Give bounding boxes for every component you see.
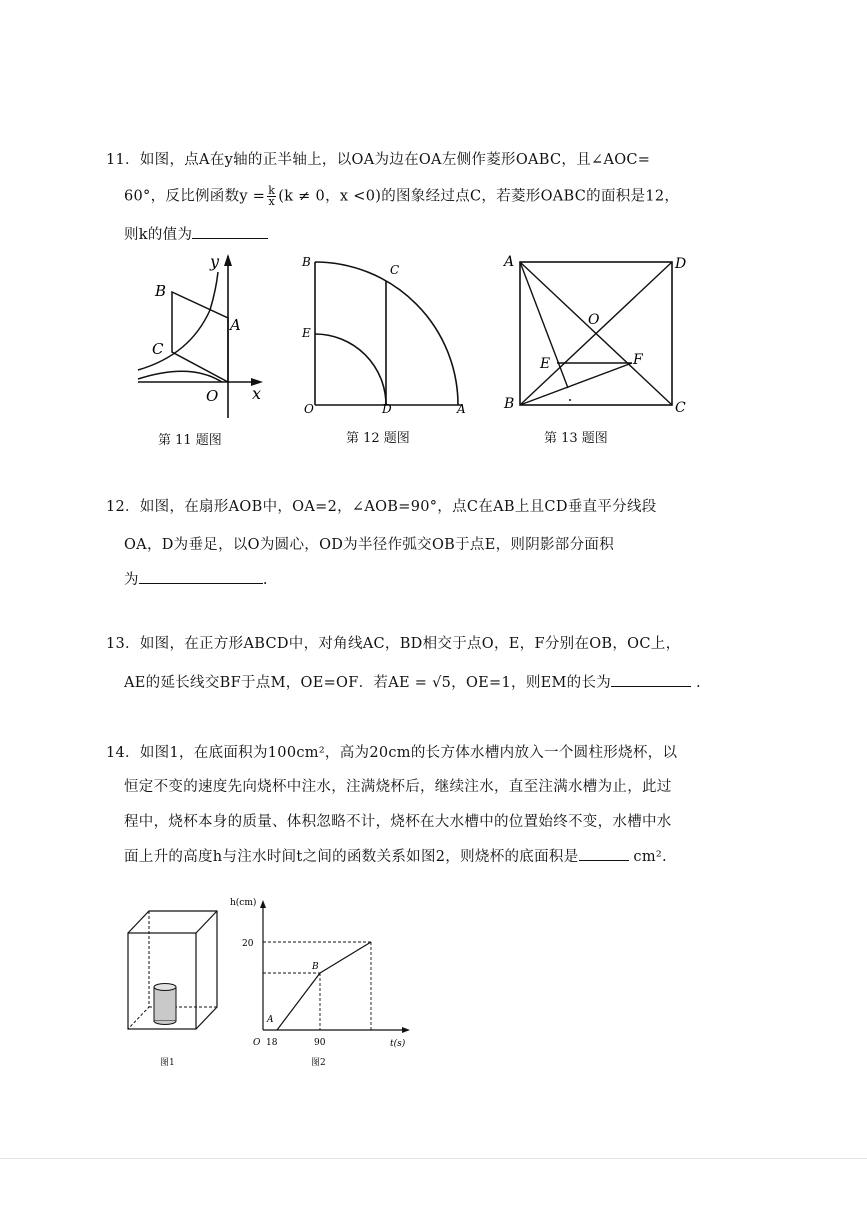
label-E: E	[540, 356, 551, 372]
label-C: C	[152, 340, 164, 358]
q13-line-2: AE的延长线交BF于点M，OE=OF．若AE = √5，OE=1，则EM的长为 .	[124, 672, 701, 693]
h-axis-label: h(cm)	[230, 898, 257, 908]
q12-line-3: 为 .	[124, 569, 268, 590]
label-D: D	[382, 402, 392, 416]
figure-11-caption: 第 11 题图	[158, 433, 222, 448]
y-tick-20: 20	[242, 939, 254, 949]
label-O: O	[588, 312, 600, 328]
figure-14-1-caption: 图1	[160, 1058, 175, 1068]
label-B: B	[504, 396, 515, 412]
q14-line-3: 程中，烧杯本身的质量、体积忽略不计，烧杯在大水槽中的位置始终不变，水槽中水	[124, 814, 672, 830]
figure-11	[130, 250, 270, 422]
t-axis-label: t(s)	[390, 1039, 406, 1049]
q14-line-2: 恒定不变的速度先向烧杯中注水，注满烧杯后，继续注水，直至注满水槽为止，此过	[124, 779, 672, 795]
q13-line-2-text: AE的延长线交BF于点M，OE=OF．若AE = √5，OE=1，则EM的长为	[124, 675, 612, 691]
tank-hidden-edges	[128, 911, 149, 1029]
figure-13-caption: 第 13 题图	[544, 431, 608, 446]
q11-line-3	[124, 224, 268, 245]
label-F: F	[633, 352, 643, 368]
y-axis-arrow-icon	[224, 254, 232, 266]
q13-line-1: 13．如图，在正方形ABCD中，对角线AC，BD相交于点O，E，F分别在OB，OC上，	[106, 636, 681, 652]
beaker-top	[154, 984, 176, 991]
label-x: x	[252, 384, 262, 403]
t-axis-arrow-icon	[402, 1027, 410, 1033]
x-tick-18: 18	[266, 1038, 278, 1048]
line-BF	[520, 363, 632, 405]
label-E: E	[302, 326, 311, 340]
figure-13	[500, 250, 695, 420]
q12-line-3-text: 为	[124, 572, 139, 588]
label-D: D	[675, 256, 687, 272]
point-B-label: B	[312, 962, 319, 972]
label-O: O	[206, 387, 219, 405]
fraction-numerator: k	[268, 184, 276, 197]
label-B: B	[302, 255, 311, 269]
q14-line-4-text: 面上升的高度h与注水时间t之间的函数关系如图2，则烧杯的底面积是	[124, 849, 579, 865]
figure-14-2-caption: 图2	[311, 1058, 326, 1068]
q11-line-2-pre: 60°，反比例函数y =	[124, 188, 266, 205]
label-A: A	[457, 402, 466, 416]
q14-answer-blank	[579, 846, 629, 861]
label-A: A	[504, 254, 515, 270]
label-y: y	[210, 252, 220, 271]
graph-segment-to-full	[320, 942, 371, 973]
figure-14-2	[226, 892, 416, 1054]
figure-12	[298, 250, 478, 420]
beaker-bottom	[154, 1021, 176, 1024]
q12-line-2: OA，D为垂足，以O为圆心，OD为半径作弧交OB于点E，则阴影部分面积	[124, 537, 615, 553]
figure-14-1	[120, 905, 220, 1035]
label-C: C	[390, 263, 400, 277]
q11-line-2-post: (k ≠ 0，x <0)的图象经过点C，若菱形OABC的面积是12，	[278, 188, 680, 205]
beaker-body	[154, 987, 176, 1021]
graph-segment-AB	[277, 973, 320, 1030]
q14-unit: cm².	[633, 849, 667, 865]
h-axis-arrow-icon	[260, 900, 266, 908]
footer-divider	[0, 1158, 867, 1159]
inverse-function-fraction	[267, 186, 276, 207]
label-O: O	[304, 402, 314, 416]
point-A-label: A	[267, 1015, 274, 1025]
point-M	[569, 399, 571, 401]
q11-line-2	[124, 186, 679, 207]
origin-label: O	[253, 1038, 261, 1048]
figure-12-caption: 第 12 题图	[346, 431, 410, 446]
q12-answer-blank	[139, 569, 263, 584]
x-tick-90: 90	[314, 1038, 326, 1048]
q11-line-3-text: 则k的值为	[124, 227, 193, 243]
q12-line-1: 12．如图，在扇形AOB中，OA=2，∠AOB=90°，点C在AB上且CD垂直平分线段	[106, 499, 657, 515]
rhombus-OABC	[172, 292, 228, 382]
q11-answer-blank	[192, 224, 268, 239]
q11-line-1: 11．如图，点A在y轴的正半轴上，以OA为边在OA左侧作菱形OABC，且∠AOC=	[106, 152, 651, 168]
arc-DE	[315, 334, 386, 405]
label-A: A	[230, 316, 241, 334]
label-C: C	[675, 400, 686, 416]
tank-top-edge	[196, 911, 217, 933]
q14-line-4	[124, 846, 667, 867]
q13-answer-blank	[611, 672, 691, 687]
label-B: B	[155, 282, 167, 300]
q14-line-1: 14．如图1，在底面积为100cm²，高为20cm的长方体水槽内放入一个圆柱形烧杯，以	[106, 745, 678, 761]
graph-lines	[263, 942, 371, 1030]
fraction-denominator: x	[268, 195, 275, 208]
